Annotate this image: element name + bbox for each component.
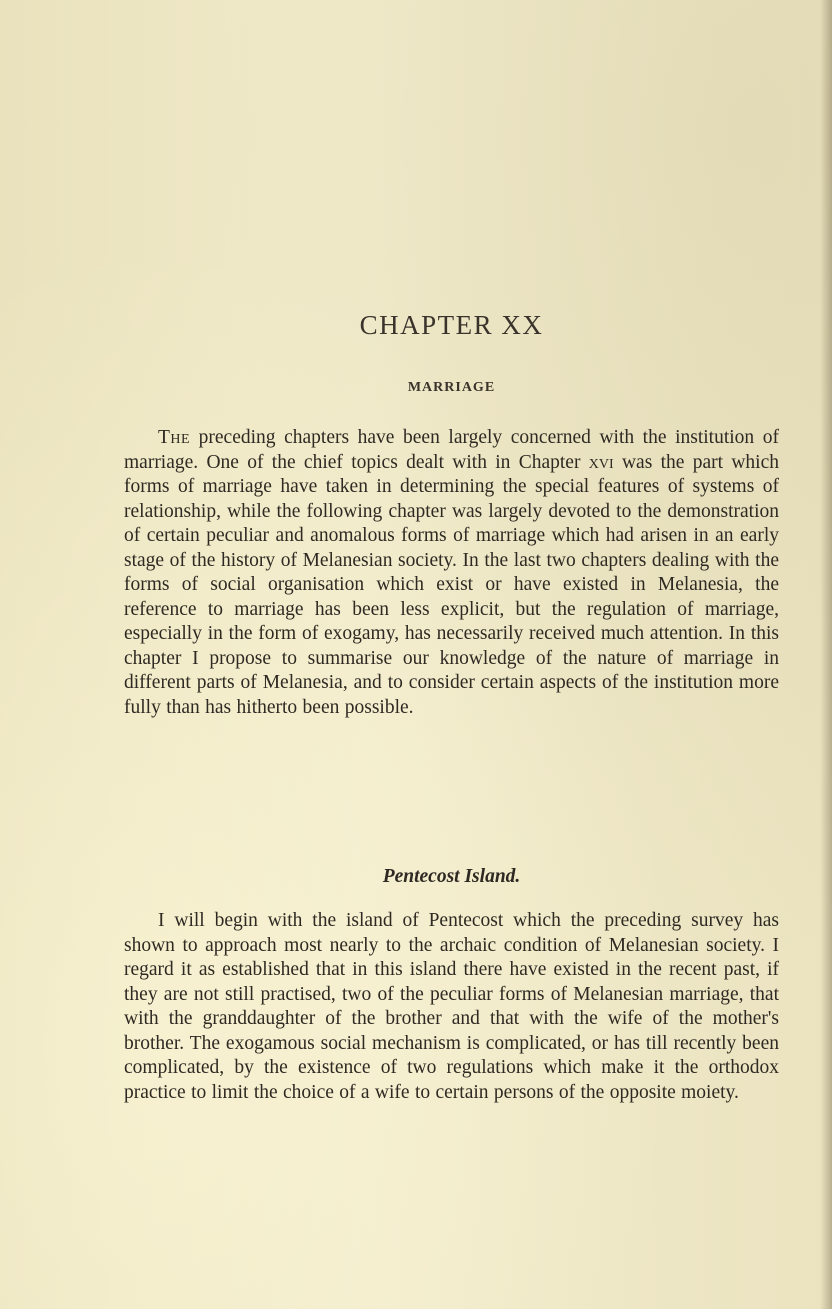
page-edge-shadow bbox=[820, 0, 832, 1309]
chapter-subtitle: MARRIAGE bbox=[407, 380, 496, 395]
chapter-title: CHAPTER XX bbox=[359, 310, 544, 340]
paragraph-intro bbox=[124, 426, 779, 720]
chapter-reference: xvi bbox=[588, 451, 614, 473]
section-heading: Pentecost Island. bbox=[382, 866, 521, 887]
lead-word: The bbox=[158, 427, 191, 448]
paragraph-intro-text-b: was the part which forms of marriage have taken in determining the special features of systems of relationship, while the following chapter was largely devoted to the demonstration of certain peculiar and anomalous forms of marriage which had arisen in an early stage of the history of Melanesian society. In the last two chapters dealing with the forms of social organisation which exist or have existed in Melanesia, the reference to marriage has been less explicit, but the regulation of marriage, especially in the form of exogamy, has necessarily received much attention. In this chapter I propose to summarise our knowledge of the nature of marriage in different parts of Melanesia, and to consider certain aspects of the institution more fully than has hitherto been possible. bbox=[124, 451, 779, 718]
paragraph-intro-text-a: preceding chapters have been largely concerned with the institution of marriage. One of the chief topics dealt with in Chapter bbox=[124, 427, 779, 473]
paragraph-pentecost: I will begin with the island of Pentecost which the preceding survey has shown to approach most nearly to the archaic condition of Melanesian society. I regard it as established that in this island there have existed in the recent past, if they are not still practised, two of the peculiar forms of Melanesian marriage, that with the granddaughter of the brother and that with the wife of the mother's brother. The exogamous social mechanism is complicated, or has till recently been complicated, by the existence of two regulations which make it the orthodox practice to limit the choice of a wife to certain persons of the opposite moiety. bbox=[124, 910, 779, 1103]
